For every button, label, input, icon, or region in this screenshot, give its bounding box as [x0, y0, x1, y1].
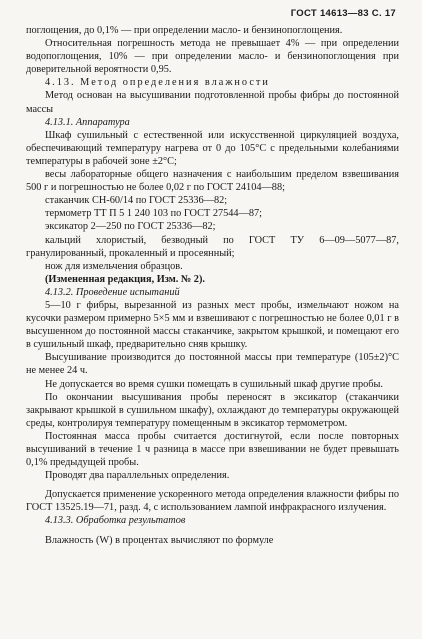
document-body — [26, 24, 399, 547]
paragraph: Не допускается во время сушки помещать в сушильный шкаф другие пробы. — [45, 378, 383, 390]
paragraph: Метод основан на высушивании подготовленной пробы фибры до постоянной массы — [26, 90, 399, 115]
subsection-heading: 4.13.3. Обработка результатов — [45, 515, 186, 527]
paragraph: поглощения, до 0,1% — при определении масло- и бензинопоглощения. — [26, 25, 343, 36]
page-header: ГОСТ 14613—83 С. 17 — [290, 8, 396, 19]
paragraph: Допускается применение ускоренного метода определения влажности фибры по ГОСТ 13525.19—71, разд. 4, с использованием лампой инфракрасного излучения. — [26, 489, 399, 514]
paragraph: По окончании высушивания пробы переносят в эксикатор (стаканчики закрывают крышкой в сушильном шкафу), охлаждают до температуры окружающей среды, контролируя температуру помещенным в эксикатор термометром. — [26, 391, 399, 429]
paragraph: Относительная погрешность метода не превышает 4% — при определении водопоглощения, 10% — при определении масло- и бензинопоглощения при доверительной вероятности 0,95. — [26, 38, 399, 76]
list-item: нож для измельчения образцов. — [45, 260, 183, 272]
paragraph: Постоянная масса пробы считается достигнутой, если после повторных высушиваний в течение 1 ч разница в массе при взвешивании не будет превышать 0,1% предыдущей пробы. — [26, 430, 399, 469]
paragraph: весы лабораторные общего назначения с наибольшим пределом взвешивания 500 г и погрешностью не более 0,02 г по ГОСТ 24104—88; — [26, 169, 399, 194]
paragraph: Проводят два параллельных определения. — [45, 470, 230, 482]
subsection-heading: 4.13.2. Проведение испытаний — [45, 286, 180, 298]
amendment-note: (Измененная редакция, Изм. № 2). — [45, 273, 205, 285]
list-item: эксикатор 2—250 по ГОСТ 25336—82; — [45, 221, 216, 233]
section-heading: 4.13. Метод определения влажности — [45, 77, 270, 89]
subsection-heading: 4.13.1. Аппаратура — [45, 116, 130, 128]
paragraph: Высушивание производится до постоянной массы при температуре (105±2)°С не менее 24 ч. — [26, 352, 399, 377]
list-item: термометр ТТ П 5 1 240 103 по ГОСТ 27544—87; — [45, 208, 263, 220]
paragraph: Шкаф сушильный с естественной или искусственной циркуляцией воздуха, обеспечивающий температуру нагрева от 0 до 105°С с предельными колебаниями температуры в рабочей зоне ±2°С; — [26, 129, 399, 167]
list-item: кальций хлористый, безводный по ГОСТ ТУ 6—09—5077—87, гранулированный, прокаленный и просеянный; — [26, 234, 399, 259]
paragraph: Влажность (W) в процентах вычисляют по формуле — [45, 534, 274, 546]
list-item: стаканчик СН-60/14 по ГОСТ 25336—82; — [45, 195, 228, 207]
paragraph: 5—10 г фибры, вырезанной из разных мест пробы, измельчают ножом на кусочки размером примерно 5×5 мм и взвешивают с погрешностью не более 0,01 г в высушенном до постоянной массы стаканчике, закрытом крышкой, и помещают его в сушильный шкаф, предварительно сняв крышку. — [26, 299, 399, 351]
